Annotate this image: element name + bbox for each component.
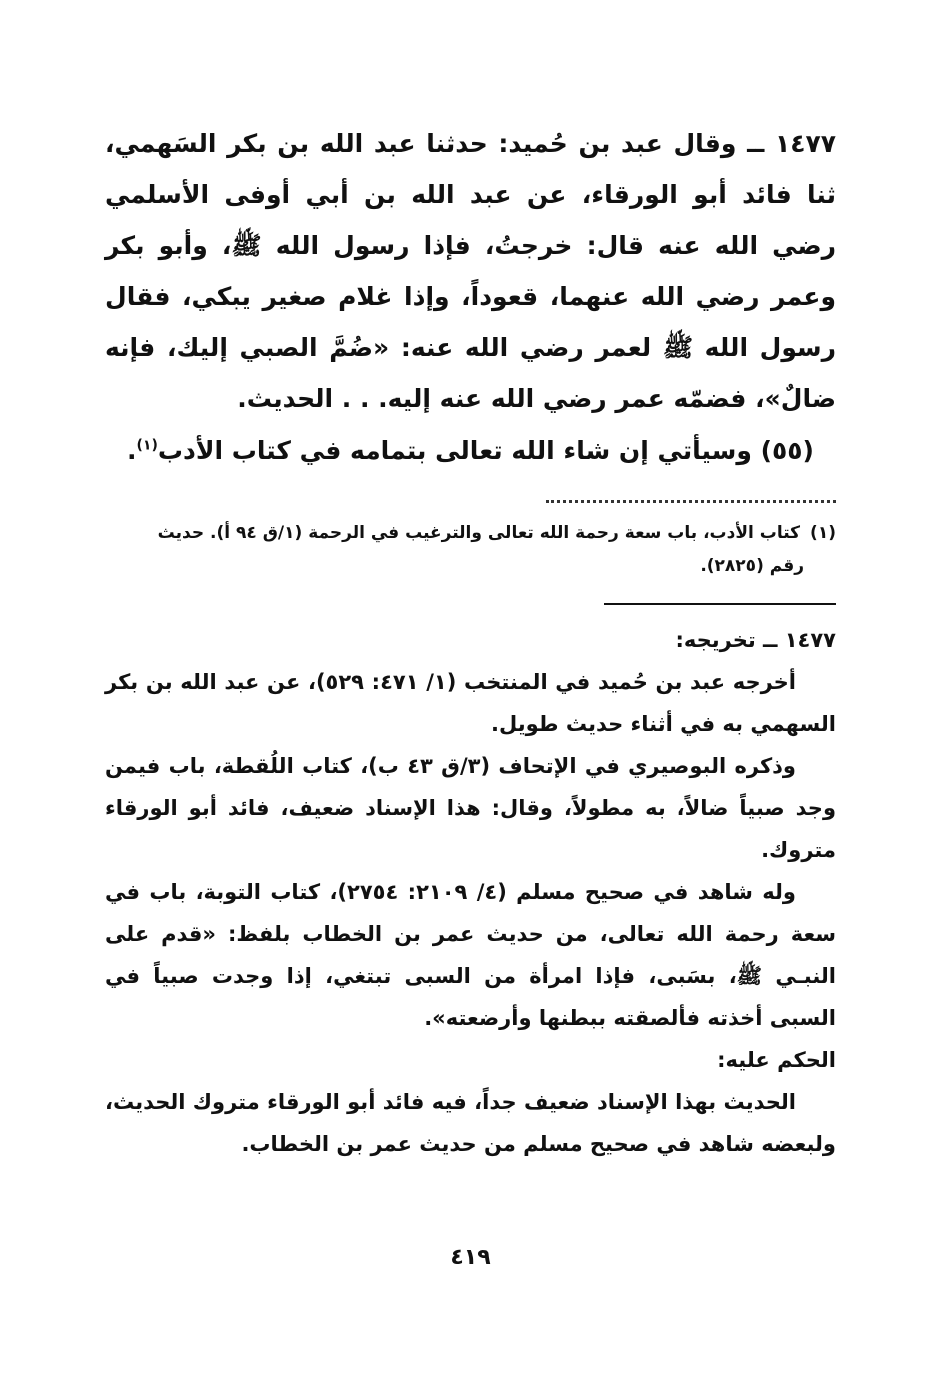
footnote-number: (١) (810, 523, 836, 543)
takhrij-title: ١٤٧٧ ــ تخريجه: (675, 628, 836, 652)
section-separator (604, 603, 836, 605)
ruling-heading: الحكم عليه: (717, 1048, 836, 1072)
ruling-text: الحديث بهذا الإسناد ضعيف جداً، فيه فائد أبو الورقاء متروك الحديث، ولبعضه شاهد في صحيح مسلم من حديث عمر بن الخطاب. (105, 1090, 836, 1156)
chapter-text: (٥٥) وسيأتي إن شاء الله تعالى بتمامه في كتاب الأدب (157, 436, 814, 465)
footnote-continuation: رقم (٢٨٢٥). (700, 556, 804, 576)
footnote-marker: (١) (136, 437, 158, 454)
chapter-reference (105, 425, 836, 476)
takhrij-paragraph: أخرجه عبد بن حُميد في المنتخب (١/ ٤٧١: ٥٢٩)، عن عبد الله بن بكر السهمي به في أثناء حديث طويل. (105, 670, 836, 736)
takhrij-paragraph: وله شاهد في صحيح مسلم (٤/ ٢١٠٩: ٢٧٥٤)، كتاب التوبة، باب في سعة رحمة الله تعالى، من حديث عمر بن الخطاب بلفظ: «قدم على النبـي ﷺ، بسَبى، فإذا امرأة من السبى تبتغي، إذا وجدت صبياً في السبى أخذته فألصقته ببطنها وأرضعته». (105, 880, 836, 1030)
hadith-number: ١٤٧٧ (774, 129, 836, 158)
footnote-text: كتاب الأدب، باب سعة رحمة الله تعالى والترغيب في الرحمة (١/ق ٩٤ أ). حديث (157, 523, 801, 543)
chapter-end: . (127, 436, 137, 465)
footnote (105, 517, 836, 583)
hadith-paragraph (105, 118, 836, 424)
takhrij-paragraph: وذكره البوصيري في الإتحاف (٣/ق ٤٣ ب)، كتاب اللُقطة، باب فيمن وجد صبياً ضالاً، به مطولاً، وقال: هذا الإسناد ضعيف، فائد أبو الورقاء متروك. (105, 754, 836, 862)
page-number: ٤١٩ (450, 1245, 491, 1270)
footnote-divider (546, 500, 836, 503)
hadith-dash: ــ (747, 129, 765, 158)
hadith-text: وقال عبد بن حُميد: حدثنا عبد الله بن بكر السَهمي، ثنا فائد أبو الورقاء، عن عبد الله بن أبي أوفى الأسلمي رضي الله عنه قال: خرجتُ، فإذا رسول الله ﷺ، وأبو بكر وعمر رضي الله عنهما، قعوداً، وإذا غلام صغير يبكي، فقال رسول الله ﷺ لعمر رضي الله عنه: «ضُمَّ الصبي إليك، فإنه ضالٌ»، فضمّه عمر رضي الله عنه إليه. . . الحديث. (105, 129, 836, 413)
